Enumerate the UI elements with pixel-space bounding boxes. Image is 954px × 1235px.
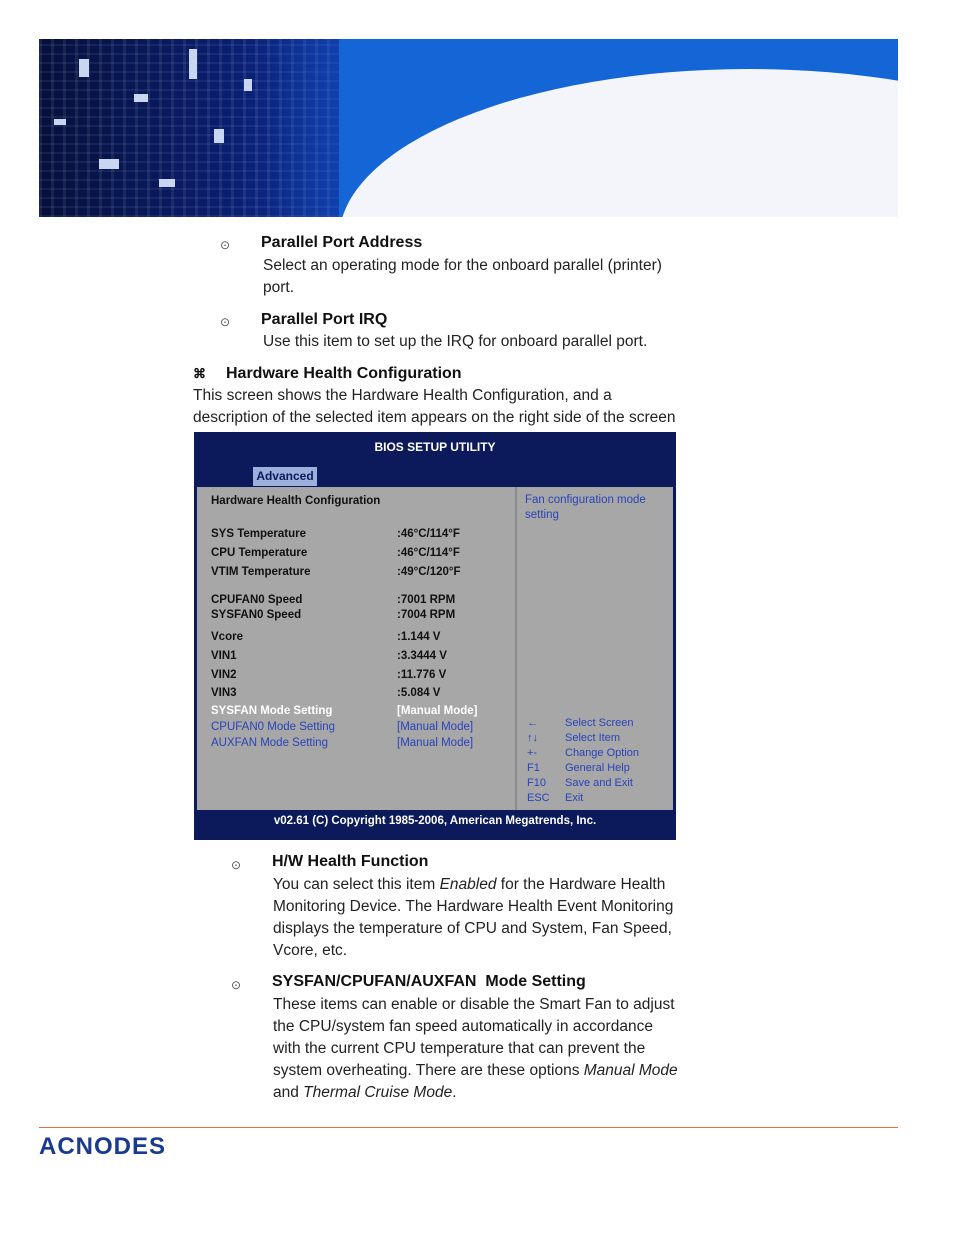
section-title: H/W Health Function	[272, 853, 429, 870]
sysfan-mode-setting[interactable]: SYSFAN Mode Setting	[211, 705, 333, 717]
key-desc: Select Screen	[565, 717, 634, 729]
auxfan-mode-value[interactable]: [Manual Mode]	[397, 737, 474, 749]
section-marker-icon: ⌘	[193, 366, 206, 381]
bios-row-value: :1.144 V	[397, 631, 441, 643]
sysfan-mode-value[interactable]: [Manual Mode]	[397, 705, 478, 717]
bios-row-value: :7001 RPM	[397, 594, 456, 606]
bios-row-label: CPU Temperature	[211, 547, 308, 559]
help-text: Fan configuration mode setting	[525, 494, 646, 521]
header-banner	[39, 39, 898, 217]
tab-advanced[interactable]: Advanced	[253, 467, 317, 486]
bios-settings-list	[197, 487, 512, 810]
key-desc: Select Item	[565, 732, 621, 744]
bios-row-value: :49°C/120°F	[397, 566, 461, 578]
bios-row-label: VIN2	[211, 669, 237, 681]
bios-row-label: Vcore	[211, 631, 243, 643]
bios-row-label: SYS Temperature	[211, 528, 307, 540]
key-desc: Save and Exit	[565, 777, 633, 789]
key-desc: Change Option	[565, 747, 639, 759]
bios-row-value: :7004 RPM	[397, 609, 456, 621]
bios-row-value: :3.3444 V	[397, 650, 447, 662]
bios-row-label: VIN1	[211, 650, 237, 662]
section-text: You can select this item Enabled for the Hardware Health Monitoring Device. The Hardware Health Event Monitoring displays the temperature of CPU and System, Fan Speed, Vcore, etc.	[273, 876, 674, 959]
bios-help-panel	[515, 487, 675, 810]
left-arrow-icon: ←	[527, 717, 538, 729]
cpufan0-mode-value[interactable]: [Manual Mode]	[397, 721, 474, 733]
bios-row-value: :5.084 V	[397, 687, 441, 699]
section-title: Parallel Port IRQ	[261, 311, 388, 328]
bios-row-label: VIN3	[211, 687, 237, 699]
section-text: Use this item to set up the IRQ for onboard parallel port.	[263, 333, 648, 350]
f10-key: F10	[527, 777, 546, 789]
key-desc: Exit	[565, 792, 584, 804]
bios-title: BIOS SETUP UTILITY	[374, 440, 496, 454]
section-text: This screen shows the Hardware Health Configuration, and a description of the selected item appears on the right side of the screen	[193, 387, 676, 426]
bios-row-value: :11.776 V	[397, 669, 447, 681]
bullet-icon: ⊙	[220, 315, 231, 329]
bullet-icon: ⊙	[231, 978, 242, 992]
f1-key: F1	[527, 762, 540, 774]
bios-copyright: v02.61 (C) Copyright 1985-2006, American Megatrends, Inc.	[273, 815, 597, 827]
section-title: SYSFAN/CPUFAN/AUXFAN Mode Setting	[272, 973, 586, 990]
section-text: These items can enable or disable the Smart Fan to adjust the CPU/system fan speed automatically in accordance with the current CPU temperature that can prevent the system overheating. There are these options Manual Mode and Thermal Cruise Mode.	[273, 996, 678, 1101]
section-text: Select an operating mode for the onboard parallel (printer) port.	[263, 257, 662, 296]
section-title: Hardware Health Configuration	[226, 365, 462, 382]
cpufan0-mode-setting[interactable]: CPUFAN0 Mode Setting	[211, 721, 336, 733]
section-title: Parallel Port Address	[261, 234, 423, 251]
bullet-icon: ⊙	[231, 858, 242, 872]
bios-screenshot	[194, 432, 676, 840]
bullet-icon: ⊙	[220, 238, 231, 252]
up-down-arrow-icon: ↑↓	[527, 732, 538, 744]
footer-divider	[39, 1127, 898, 1128]
esc-key: ESC	[527, 792, 550, 804]
key-desc: General Help	[565, 762, 630, 774]
bios-row-label: VTIM Temperature	[211, 566, 311, 578]
bios-row-label: CPUFAN0 Speed	[211, 594, 303, 606]
auxfan-mode-setting[interactable]: AUXFAN Mode Setting	[211, 737, 328, 749]
bios-row-value: :46°C/114°F	[397, 547, 460, 559]
bios-heading: Hardware Health Configuration	[211, 495, 381, 507]
bios-panel	[197, 487, 673, 810]
acnodes-logo: ACNODES	[39, 1133, 167, 1160]
plus-minus-key: +-	[527, 747, 538, 759]
bios-row-label: SYSFAN0 Speed	[211, 609, 302, 621]
bios-row-value: :46°C/114°F	[397, 528, 460, 540]
